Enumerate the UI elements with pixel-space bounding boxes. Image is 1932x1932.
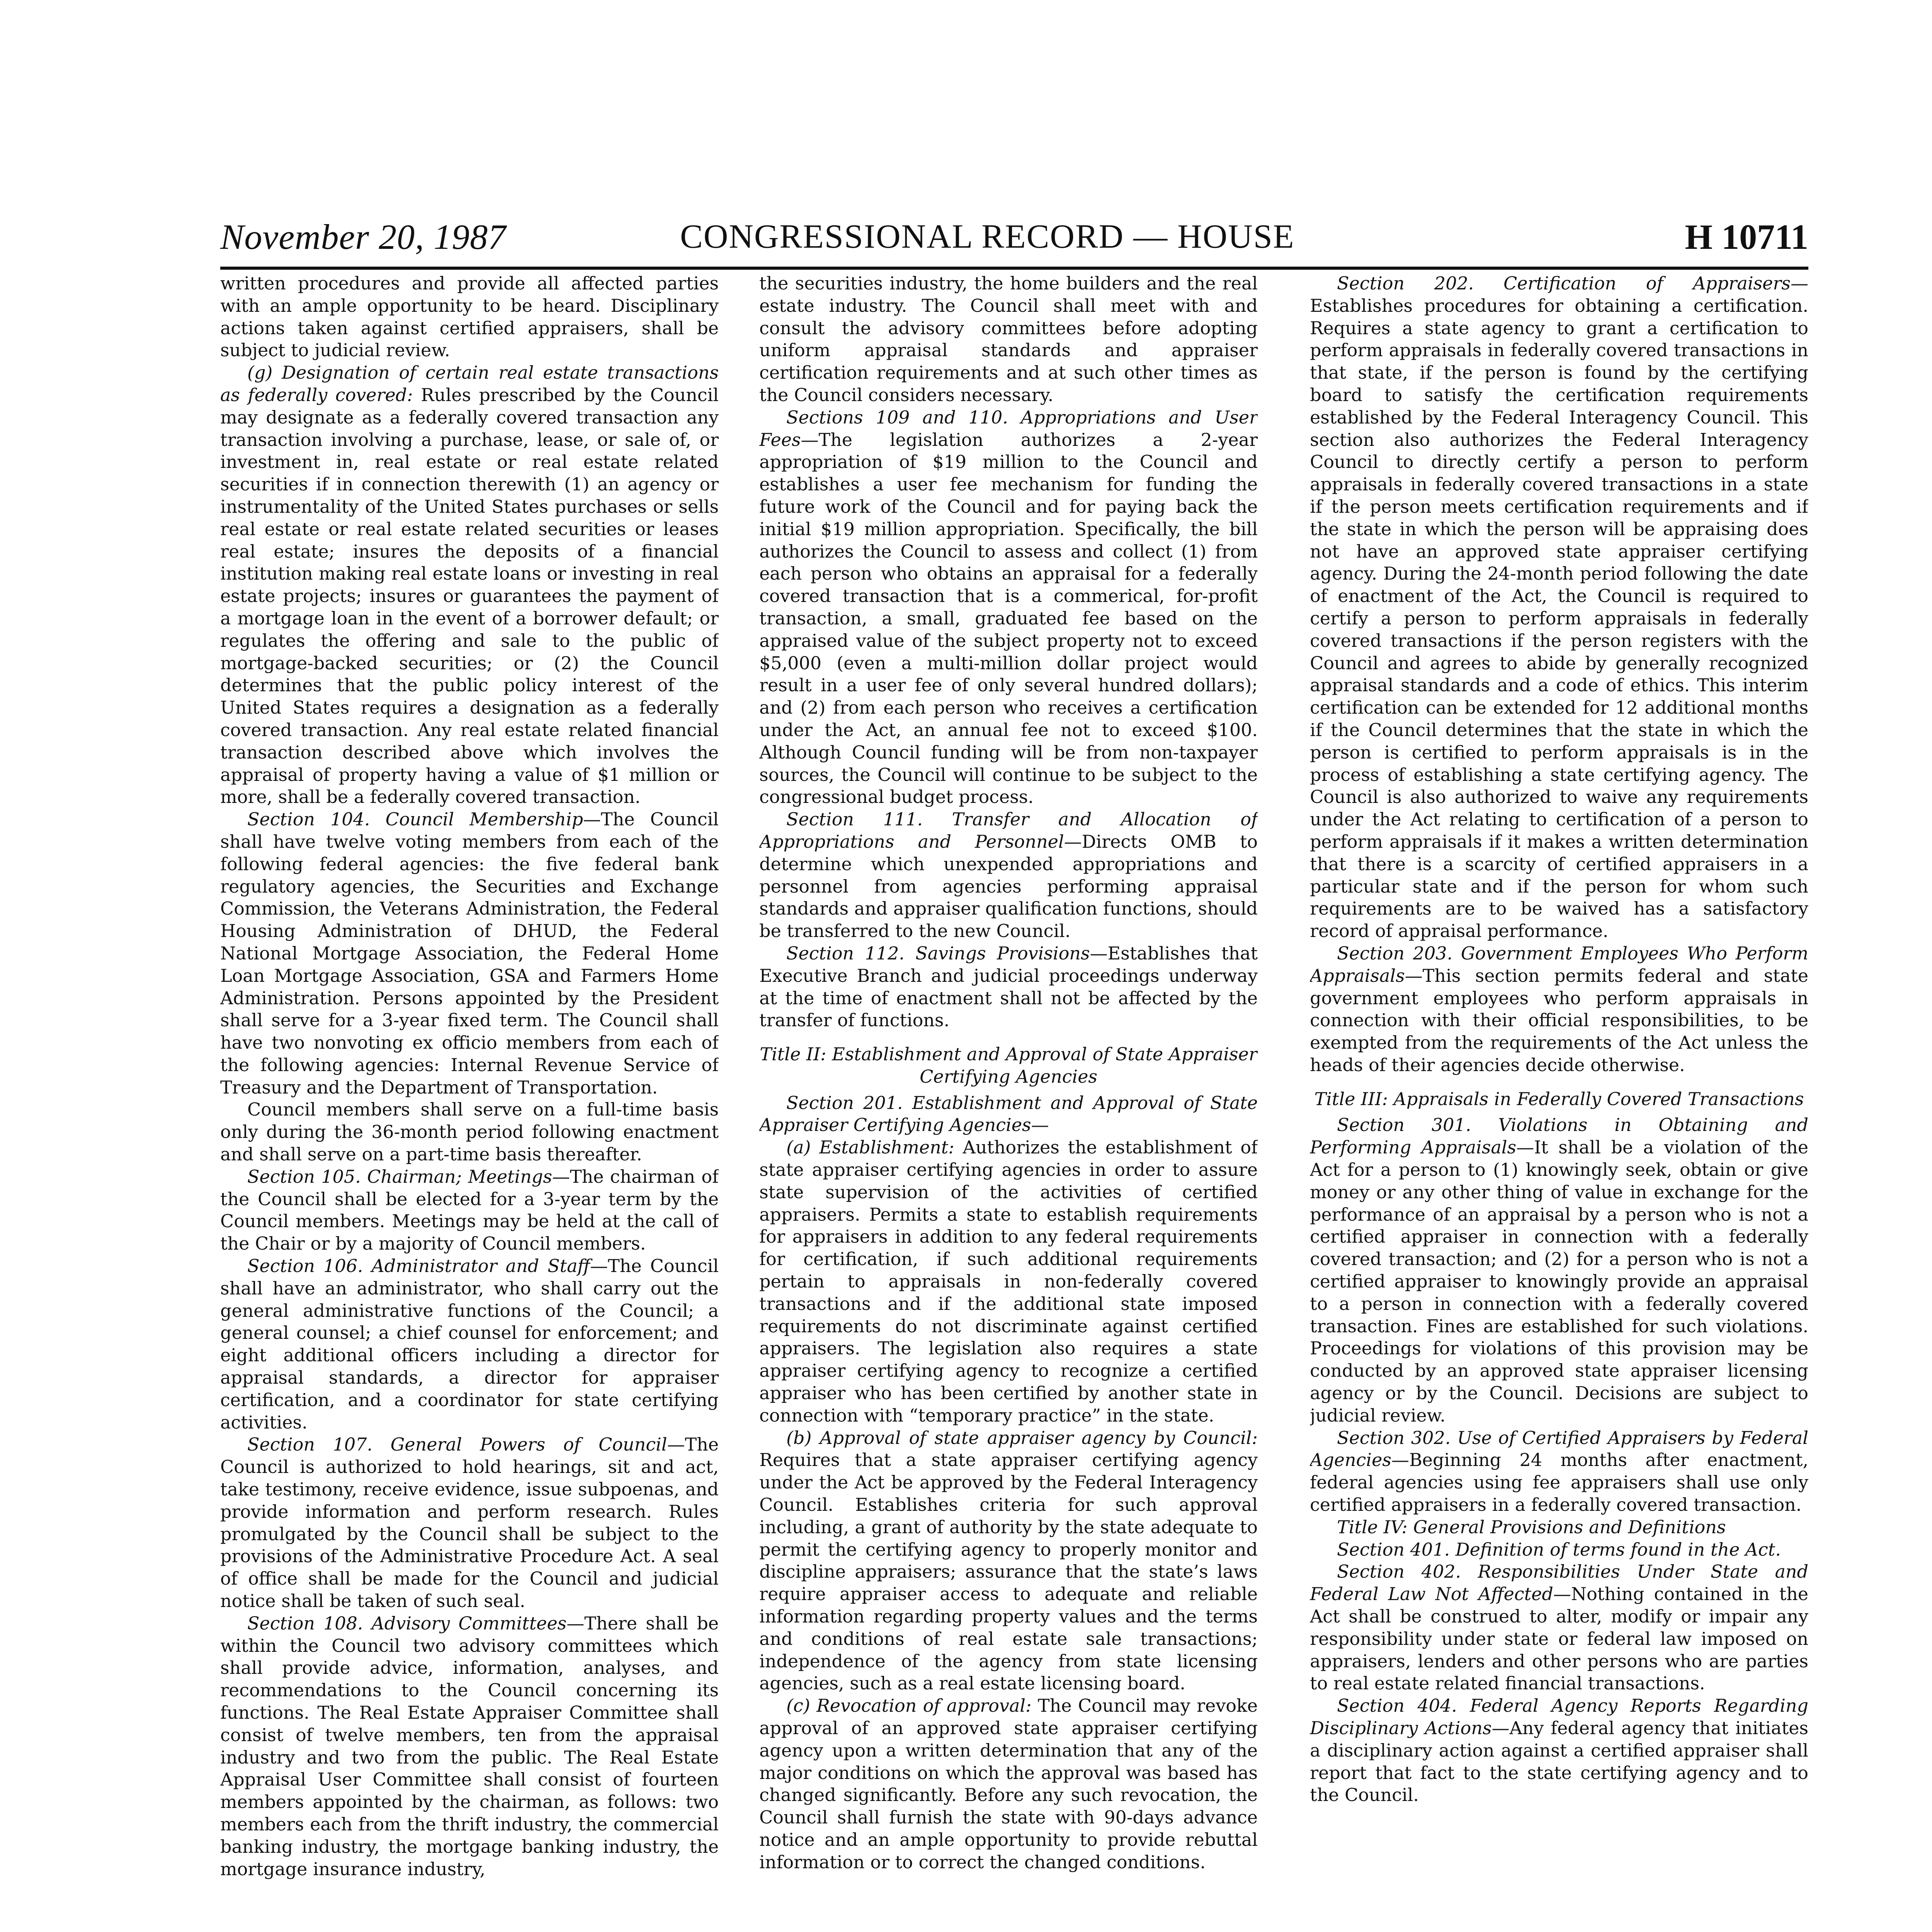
paragraph-text: —Nothing contained in the Act shall be construed to alter, modify or impair any responsibility under state or federal law imposed on appraisers, lenders and other persons who are parties to real estate related financial transactions. xyxy=(1310,1583,1808,1694)
title-heading: Title II: Establishment and Approval of State Appraiser Certifying Agencies xyxy=(760,1044,1257,1087)
paragraph-text: — xyxy=(1031,1114,1049,1136)
paragraph xyxy=(220,1612,719,1881)
paragraph xyxy=(759,1695,1258,1873)
paragraph-text: —The Council is authorized to hold hearings, sit and act, take testimony, receive evidence, issue subpoenas, and provide information and perform research. Rules promulgated by the Council shall be subject to the provisions of the Administrative Procedure Act. A seal of office shall be made for the Council and judicial notice shall be taken of such seal. xyxy=(220,1434,719,1612)
paragraph-text: —Establishes that Executive Branch and judicial proceedings underway at the time of enactment shall not be affected by the transfer of functions. xyxy=(759,942,1258,1031)
section-heading: Section 112. Savings Provisions xyxy=(786,942,1090,964)
section-heading: (a) Establishment: xyxy=(786,1137,954,1158)
text-column-1 xyxy=(220,272,719,1932)
paragraph-text: the securities industry, the home builders and the real estate industry. The Council shall meet with and consult the advisory committees before adopting uniform appraisal standards and appraiser certification requirements and at such other times as the Council considers necessary. xyxy=(759,273,1258,405)
paragraph xyxy=(759,1427,1258,1695)
section-heading: Section 404. Federal Agency Reports Regarding Disciplinary Actions xyxy=(1310,1695,1808,1738)
section-heading: (b) Approval of state appraiser agency by Council: xyxy=(786,1427,1258,1448)
paragraph xyxy=(1310,272,1808,942)
paragraph xyxy=(1310,1114,1808,1427)
paragraph xyxy=(1310,1427,1808,1516)
paragraph-text: —The Council shall have twelve voting members from each of the following federal agencies: the five federal bank regulatory agencies, the Securities and Exchange Commission, the Veterans Administration, the Federal Housing Administration of DHUD, the Federal National Mortgage Association, the Federal Home Loan Mortgage Association, GSA and Farmers Home Administration. Persons appointed by the President shall serve for a 3-year fixed term. The Council shall have two nonvoting ex officio members from each of the following agencies: Internal Revenue Service of Treasury and the Department of Transportation. xyxy=(220,809,719,1098)
paragraph-text: —It shall be a violation of the Act for a person to (1) knowingly seek, obtain or give money or any other thing of value in exchange for the performance of an appraisal by a person who is not a certified appraiser in connection with a federally covered transaction; and (2) for a person who is not a certified appraiser to knowingly provide an appraisal to a person in connection with a federally covered transaction. Fines are established for such violations. Proceedings for violations of this provision may be conducted by an approved state appraiser licensing agency or by the Council. Decisions are subject to judicial review. xyxy=(1310,1137,1808,1426)
section-heading: Section 302. Use of Certified Appraisers by Federal Agencies xyxy=(1310,1427,1808,1471)
paragraph-text: —There shall be within the Council two advisory committees which shall provide advice, information, analyses, and recommendations to the Council concerning its functions. The Real Estate Appraiser Committee shall consist of twelve members, ten from the appraisal industry and two from the public. The Real Estate Appraisal User Committee shall consist of fourteen members appointed by the chairman, as follows: two members each from the thrift industry, the commercial banking industry, the mortgage banking industry, the mortgage insurance industry, xyxy=(220,1612,719,1879)
paragraph-text: —Any federal agency that initiates a disciplinary action against a certified appraiser shall report that fact to the state certifying agency and to the Council. xyxy=(1310,1718,1808,1806)
section-heading: Section 105. Chairman; Meetings xyxy=(247,1166,552,1187)
text-column-2 xyxy=(759,272,1258,1932)
section-heading: (g) Designation of certain real estate transactions as federally covered: xyxy=(220,362,719,405)
section-heading: (c) Revocation of approval: xyxy=(786,1695,1032,1716)
paragraph xyxy=(759,808,1258,942)
issue-date: November 20, 1987 xyxy=(220,217,507,257)
paragraph-text: Council members shall serve on a full-time basis only during the 36-month period following enactment and shall serve on a part-time basis thereafter. xyxy=(220,1099,719,1165)
section-heading: Section 107. General Powers of Council xyxy=(247,1434,667,1455)
paragraph xyxy=(220,362,719,808)
paragraph xyxy=(220,272,719,362)
section-heading: Section 202. Certification of Appraisers xyxy=(1337,273,1791,294)
title-heading: Title III: Appraisals in Federally Covered Transactions xyxy=(1314,1088,1804,1109)
paragraph xyxy=(759,942,1258,1032)
paragraph xyxy=(759,1136,1258,1427)
section-heading: Section 401. Definition of terms found in the Act. xyxy=(1337,1539,1781,1560)
section-heading: Title IV: General Provisions and Definitions xyxy=(1337,1516,1726,1537)
paragraph xyxy=(1310,1539,1808,1561)
section-heading: Section 108. Advisory Committees xyxy=(247,1612,567,1634)
paragraph xyxy=(220,1255,719,1434)
section-heading: Section 402. Responsibilities Under State and Federal Law Not Affected xyxy=(1310,1561,1808,1605)
paragraph xyxy=(1310,942,1808,1077)
paragraph-text: —This section permits federal and state government employees who perform appraisals in connection with their official responsibilities, to be exempted from the requirements of the Act unless the heads of their agencies decide otherwise. xyxy=(1310,965,1808,1075)
section-heading: Section 111. Transfer and Allocation of Appropriations and Personnel xyxy=(759,809,1258,852)
paragraph xyxy=(220,1434,719,1612)
paragraph-text: The Council may revoke approval of an approved state appraiser certifying agency upon a written determination that any of the major conditions on which the approval was based has changed significantly. Before any such revocation, the Council shall furnish the state with 90-days advance notice and an ample opportunity to provide rebuttal information or to correct the changed conditions. xyxy=(759,1695,1258,1872)
paragraph xyxy=(1310,1516,1808,1539)
section-heading: Section 301. Violations in Obtaining and Performing Appraisals xyxy=(1310,1114,1808,1158)
paragraph xyxy=(1310,1695,1808,1806)
paragraph xyxy=(759,1092,1258,1137)
section-heading: Section 104. Council Membership xyxy=(247,809,583,830)
paragraph xyxy=(220,1099,719,1165)
paragraph-text: Rules prescribed by the Council may designate as a federally covered transaction any transaction involving a purchase, lease, or sale of, or investment in, real estate or real estate related securities if in connection therewith (1) an agency or instrumentality of the United States purchases or sells real estate or real estate related securities or leases real estate; insures the deposits of a financial institution making real estate loans or investing in real estate projects; insures or guarantees the payment of a mortgage loan in the event of a borrower default; or regulates the offering and sale to the public of mortgage-backed securities; or (2) the Council determines that the public policy interest of the United States requires a designation as a federally covered transaction. Any real estate related financial transaction described above which involves the appraisal of property having a value of $1 million or more, shall be a federally covered transaction. xyxy=(220,384,719,808)
section-heading: Section 106. Administrator and Staff xyxy=(247,1255,590,1277)
paragraph-text: Authorizes the establishment of state appraiser certifying agencies in order to assure state supervision of the activities of certified appraisers. Permits a state to establish requirements for appraisers in addition to any federal requirements for certification, if such additional requirements pertain to appraisals in non-federally covered transactions and if the additional state imposed requirements do not discriminate against certified appraisers. The legislation also requires a state appraiser certifying agency to recognize a certified appraiser who has been certified by another state in connection with “temporary practice” in the state. xyxy=(759,1137,1258,1426)
section-heading: Section 203. Government Employees Who Perform Appraisals xyxy=(1310,942,1808,986)
header-rule xyxy=(220,267,1808,270)
page-header xyxy=(220,216,1808,263)
section-heading: Sections 109 and 110. Appropriations and User Fees xyxy=(759,406,1258,450)
page-number: H 10711 xyxy=(1685,217,1808,257)
section-heading: Section 201. Establishment and Approval of State Appraiser Certifying Agencies xyxy=(759,1092,1258,1136)
paragraph-text: —Directs OMB to determine which unexpended appropriations and personnel from agencies performing appraisal standards and appraiser qualification functions, should be transferred to the new Council. xyxy=(759,831,1258,942)
paragraph xyxy=(759,272,1258,406)
paragraph-text: —Beginning 24 months after enactment, federal agencies using fee appraisers shall use only certified appraisers in a federally covered transaction. xyxy=(1310,1449,1808,1515)
paragraph xyxy=(220,1166,719,1255)
text-column-3 xyxy=(1310,272,1808,1932)
paragraph-text: written procedures and provide all affected parties with an ample opportunity to be heard. Disciplinary actions taken against certified appraisers, shall be subject to judicial review. xyxy=(220,273,719,361)
paragraph xyxy=(220,808,719,1099)
paragraph xyxy=(1310,1561,1808,1695)
paragraph xyxy=(759,406,1258,808)
publication-title: CONGRESSIONAL RECORD — HOUSE xyxy=(680,218,1295,255)
paragraph-text: Requires that a state appraiser certifying agency under the Act be approved by the Federal Interagency Council. Establishes criteria for such approval including, a grant of authority by the state adequate to permit the certifying agency to properly monitor and discipline appraisers; assurance that the state’s laws require appraiser access to adequate and reliable information regarding property values and the terms and conditions of real estate sale transactions; independence of the agency from state licensing agencies, such as a real estate licensing board. xyxy=(759,1449,1258,1694)
paragraph-text: —Establishes procedures for obtaining a certification. Requires a state agency to grant a certification to perform appraisals in federally covered transactions in that state, if the person is found by the certifying board to satisfy the certification requirements established by the Federal Interagency Council. This section also authorizes the Federal Interagency Council to directly certify a person to perform appraisals in federally covered transactions in a state if the person meets certification requirements and if the state in which the person will be appraising does not have an approved state appraiser certifying agency. During the 24-month period following the date of enactment of the Act, the Council is required to certify a person to perform appraisals in federally covered transactions if the person registers with the Council and agrees to abide by generally recognized appraisal standards and a code of ethics. This interim certification can be extended for 12 additional months if the Council determines that the state in which the person is certified to perform appraisals is in the process of establishing a state certifying agency. The Council is also authorized to waive any requirements under the Act relating to certification of a person to perform appraisals if it makes a written determination that there is a scarcity of certified appraisers in a particular state and if the person for whom such requirements are to be waived has a satisfactory record of appraisal performance. xyxy=(1310,273,1808,942)
paragraph-text: —The Council shall have an administrator, who shall carry out the general administrative functions of the Council; a general counsel; a chief counsel for enforcement; and eight additional officers including a director for appraisal standards, a director for appraiser certification, and a coordinator for state certifying activities. xyxy=(220,1255,719,1433)
paragraph-text: —The legislation authorizes a 2-year appropriation of $19 million to the Council and establishes a user fee mechanism for funding the future work of the Council and for paying back the initial $19 million appropriation. Specifically, the bill authorizes the Council to assess and collect (1) from each person who obtains an appraisal for a federally covered transaction that is a commerical, for-profit transaction, a small, graduated fee based on the appraised value of the subject property not to exceed $5,000 (even a multi-million dollar project would result in a user fee of only several hundred dollars); and (2) from each person who receives a certification under the Act, an annual fee not to exceed $100. Although Council funding will be from non-taxpayer sources, the Council will continue to be subject to the congressional budget process. xyxy=(759,429,1258,808)
paragraph-text: —The chairman of the Council shall be elected for a 3-year term by the Council members. Meetings may be held at the call of the Chair or by a majority of Council members. xyxy=(220,1166,719,1254)
